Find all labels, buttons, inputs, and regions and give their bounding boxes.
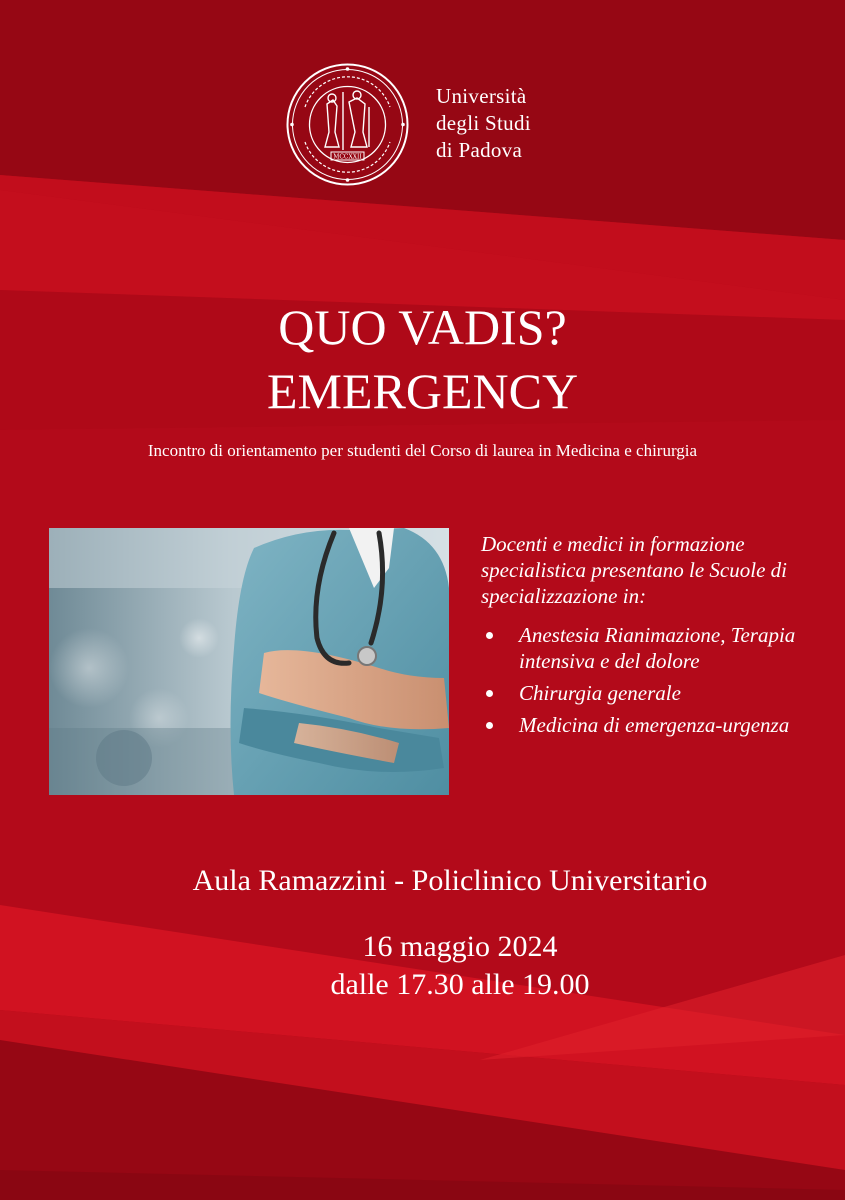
list-item: Chirurgia generale	[481, 680, 826, 706]
university-name-line-1: Università	[436, 84, 527, 108]
university-seal-icon	[285, 62, 410, 187]
event-datetime	[0, 928, 845, 1004]
event-date: 16 maggio 2024	[362, 930, 558, 963]
event-venue: Aula Ramazzini - Policlinico Universitario	[192, 864, 708, 897]
event-title	[0, 295, 845, 423]
event-time: dalle 17.30 alle 19.00	[330, 968, 590, 1001]
event-title-line-2: EMERGENCY	[266, 363, 579, 419]
intro-paragraph: Docenti e medici in formazione specialistica presentano le Scuole di specializzazione in:	[481, 532, 787, 608]
specialties-list	[481, 622, 826, 744]
event-subtitle: Incontro di orientamento per studenti del Corso di laurea in Medicina e chirurgia	[147, 441, 698, 460]
event-title-line-1: QUO VADIS?	[278, 299, 567, 355]
list-item: Medicina di emergenza-urgenza	[481, 712, 826, 738]
seal-text: MCCXXII	[333, 153, 362, 161]
list-item: Anestesia Rianimazione, Terapia intensiva e del dolore	[481, 622, 826, 674]
university-name-line-2: degli Studi	[436, 111, 531, 135]
doctor-with-stethoscope-photo	[49, 528, 449, 795]
university-name-line-3: di Padova	[436, 138, 523, 162]
university-name	[436, 83, 636, 164]
